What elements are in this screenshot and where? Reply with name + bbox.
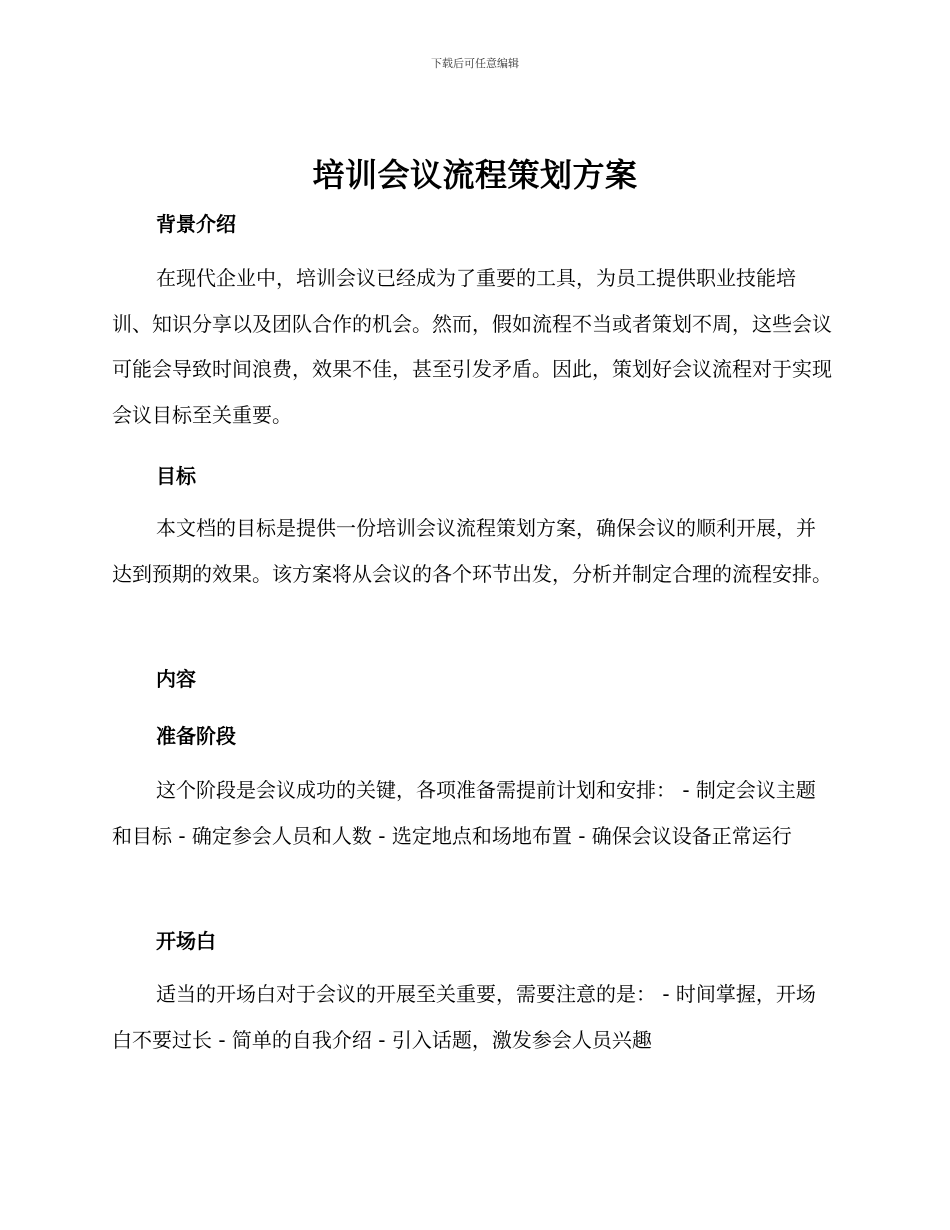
- section-paragraph-goal: 本文档的目标是提供一份培训会议流程策划方案，确保会议的顺利开展，并达到预期的效果。该方案将从会议的各个环节出发，分析并制定合理的流程安排。: [112, 516, 832, 586]
- section-heading-content: 内容: [156, 667, 196, 691]
- section-paragraph-opening: 适当的开场白对于会议的开展至关重要，需要注意的是： - 时间掌握，开场白不要过长 - 简单的自我介绍 - 引入话题，激发参会人员兴趣: [112, 982, 816, 1052]
- section-heading-background: 背景介绍: [156, 212, 236, 236]
- section-paragraph-preparation: 这个阶段是会议成功的关键，各项准备需提前计划和安排： - 制定会议主题和目标 - 确定参会人员和人数 - 选定地点和场地布置 - 确保会议设备正常运行: [112, 778, 816, 848]
- section-heading-goal: 目标: [156, 464, 196, 488]
- section-heading-preparation: 准备阶段: [156, 724, 236, 748]
- header-note: 下载后可任意编辑: [431, 57, 519, 70]
- section-paragraph-background: 在现代企业中，培训会议已经成为了重要的工具，为员工提供职业技能培训、知识分享以及团队合作的机会。然而，假如流程不当或者策划不周，这些会议可能会导致时间浪费，效果不佳，甚至引发矛盾。因此，策划好会议流程对于实现会议目标至关重要。: [112, 266, 832, 427]
- section-heading-opening: 开场白: [156, 929, 216, 953]
- document-title: 培训会议流程策划方案: [312, 156, 638, 194]
